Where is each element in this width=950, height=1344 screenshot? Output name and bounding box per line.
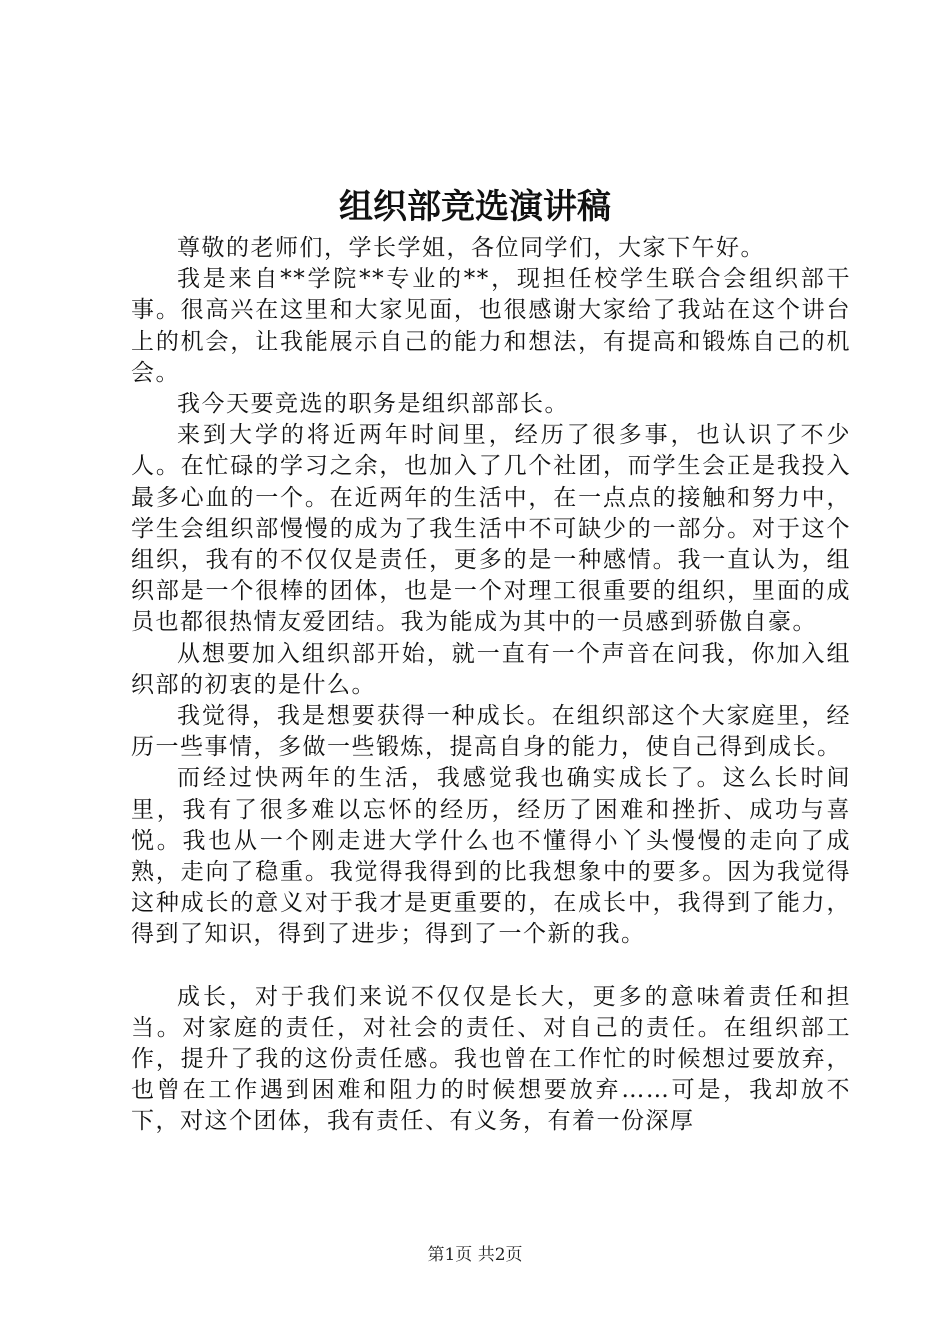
paragraph-maturity: 而经过快两年的生活，我感觉我也确实成长了。这么长时间里，我有了很多难以忘怀的经历，经历了困难和挫折、成功与喜悦。我也从一个刚走进大学什么也不懂得小丫头慢慢的走向了成熟，走向了稳重。我觉得我得到的比我想象中的要多。因为我觉得这种成长的意义对于我才是更重要的，在成长中，我得到了能力，得到了知识，得到了进步；得到了一个新的我。: [131, 765, 851, 948]
paragraph-spacer: [131, 951, 851, 982]
paragraph-growth: 我觉得，我是想要获得一种成长。在组织部这个大家庭里，经历一些事情，多做一些锻炼，提高自身的能力，使自己得到成长。: [131, 703, 851, 761]
paragraph-introduction: 我是来自**学院**专业的**，现担任校学生联合会组织部干事。很高兴在这里和大家见面，也很感谢大家给了我站在这个讲台上的机会，让我能展示自己的能力和想法，有提高和锻炼自己的机会。: [131, 266, 851, 386]
document-title: 组织部竞选演讲稿: [339, 187, 611, 227]
paragraph-experience: 来到大学的将近两年时间里，经历了很多事，也认识了不少人。在忙碌的学习之余，也加入了几个社团，而学生会正是我投入最多心血的一个。在近两年的生活中，在一点点的接触和努力中，学生会组织部慢慢的成为了我生活中不可缺少的一部分。对于这个组织，我有的不仅仅是责任，更多的是一种感情。我一直认为，组织部是一个很棒的团体，也是一个对理工很重要的组织，里面的成员也都很热情友爱团结。我为能成为其中的一员感到骄傲自豪。: [131, 422, 851, 636]
paragraph-question: 从想要加入组织部开始，就一直有一个声音在问我，你加入组织部的初衷的是什么。: [131, 640, 851, 698]
paragraph-responsibility: 成长，对于我们来说不仅仅是长大，更多的意味着责任和担当。对家庭的责任，对社会的责任、对自己的责任。在组织部工作，提升了我的这份责任感。我也曾在工作忙的时候想过要放弃，也曾在工作遇到困难和阻力的时候想要放弃……可是，我却放不下，对这个团体，我有责任、有义务，有着一份深厚: [131, 983, 851, 1135]
paragraph-position: 我今天要竞选的职务是组织部部长。: [177, 391, 569, 418]
document-body: [131, 233, 851, 1138]
page-number-footer: 第1页 共2页: [427, 1245, 523, 1265]
paragraph-greeting: 尊敬的老师们，学长学姐，各位同学们，大家下午好。: [177, 235, 765, 261]
